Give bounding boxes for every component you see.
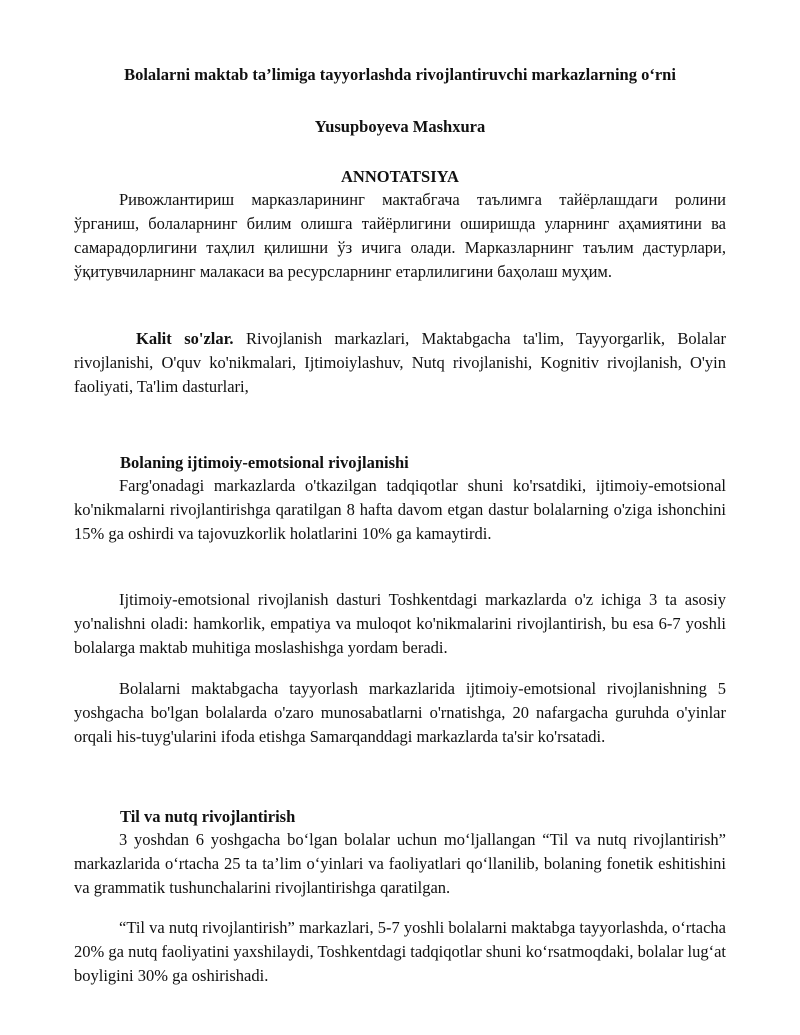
document-title: Bolalarni maktab ta’limiga tayyorlashda rivojlantiruvchi markazlarning o‘rni [124, 65, 676, 84]
section-heading-speech: Til va nutq rivojlantirish [120, 807, 296, 826]
annotation-paragraph: Ривожлантириш марказларининг мактабгача таълимга тайёрлашдаги ролини ўрганиш, болаларнинг билим олишга тайёрлигини оширишда уларнинг аҳамиятини ва самарадорлигини таҳлил қилишни ўз ичига олади. Марказларнинг таълим дастурлари, ўқитувчиларнинг малакаси ва ресурсларнинг етарлилигини баҳолаш муҳим. [74, 190, 726, 281]
section-heading-social-emotional: Bolaning ijtimoiy-emotsional rivojlanishi [120, 453, 409, 472]
section2-paragraph-1: 3 yoshdan 6 yoshgacha bo‘lgan bolalar uchun mo‘ljallangan “Til va nutq rivojlantirish” markazlarida o‘rtacha 25 ta ta’lim o‘yinlari va faoliyatlari qo‘llanilib, bolaning fonetik eshitishini va grammatik tushunchalarini rivojlantirishga qaratilgan. [74, 830, 726, 897]
section2-paragraph-2: “Til va nutq rivojlantirish” markazlari, 5-7 yoshli bolalarni maktabga tayyorlashda, o‘rtacha 20% ga nutq faoliyatini yaxshilaydi, Toshkentdagi tadqiqotlar shuni ko‘rsatmoqdaki, bolalar lug‘at boyligini 30% ga oshirishadi. [74, 918, 726, 985]
annotation-heading: ANNOTATSIYA [341, 167, 459, 186]
section1-paragraph-2: Ijtimoiy-emotsional rivojlanish dasturi Toshkentdagi markazlarda o'z ichiga 3 ta asosiy yo'nalishni oladi: hamkorlik, empatiya va muloqot ko'nikmalarini rivojlantirish, bu esa 6-7 yoshli bolalarga maktab muhitiga moslashishga yordam beradi. [74, 590, 726, 657]
keywords-text: Rivojlanish markazlari, Maktabgacha ta'lim, Tayyorgarlik, Bolalar rivojlanishi, O'quv ko'nikmalari, Ijtimoiylashuv, Nutq rivojlanishi, Kognitiv rivojlanish, O'yin faoliyati, Ta'lim dasturlari, [74, 329, 726, 396]
keywords-paragraph [74, 327, 726, 399]
author-name: Yusupboyeva Mashxura [314, 117, 486, 136]
keywords-label: Kalit so'zlar. [136, 329, 234, 348]
section1-paragraph-1: Farg'onadagi markazlarda o'tkazilgan tadqiqotlar shuni ko'rsatdiki, ijtimoiy-emotsional ko'nikmalarni rivojlantirishga qaratilgan 8 hafta davom etgan dastur bolalarning o'ziga ishonchini 15% ga oshirdi va tajovuzkorlik holatlarini 10% ga kamaytirdi. [74, 476, 726, 543]
section1-paragraph-3: Bolalarni maktabgacha tayyorlash markazlarida ijtimoiy-emotsional rivojlanishning 5 yoshgacha bo'lgan bolalarda o'zaro munosabatlarni o'rnatishga, 20 nafargacha guruhda o'yinlar orqali his-tuyg'ularini ifoda etishga Samarqanddagi markazlarda ta'sir ko'rsatadi. [74, 679, 726, 746]
